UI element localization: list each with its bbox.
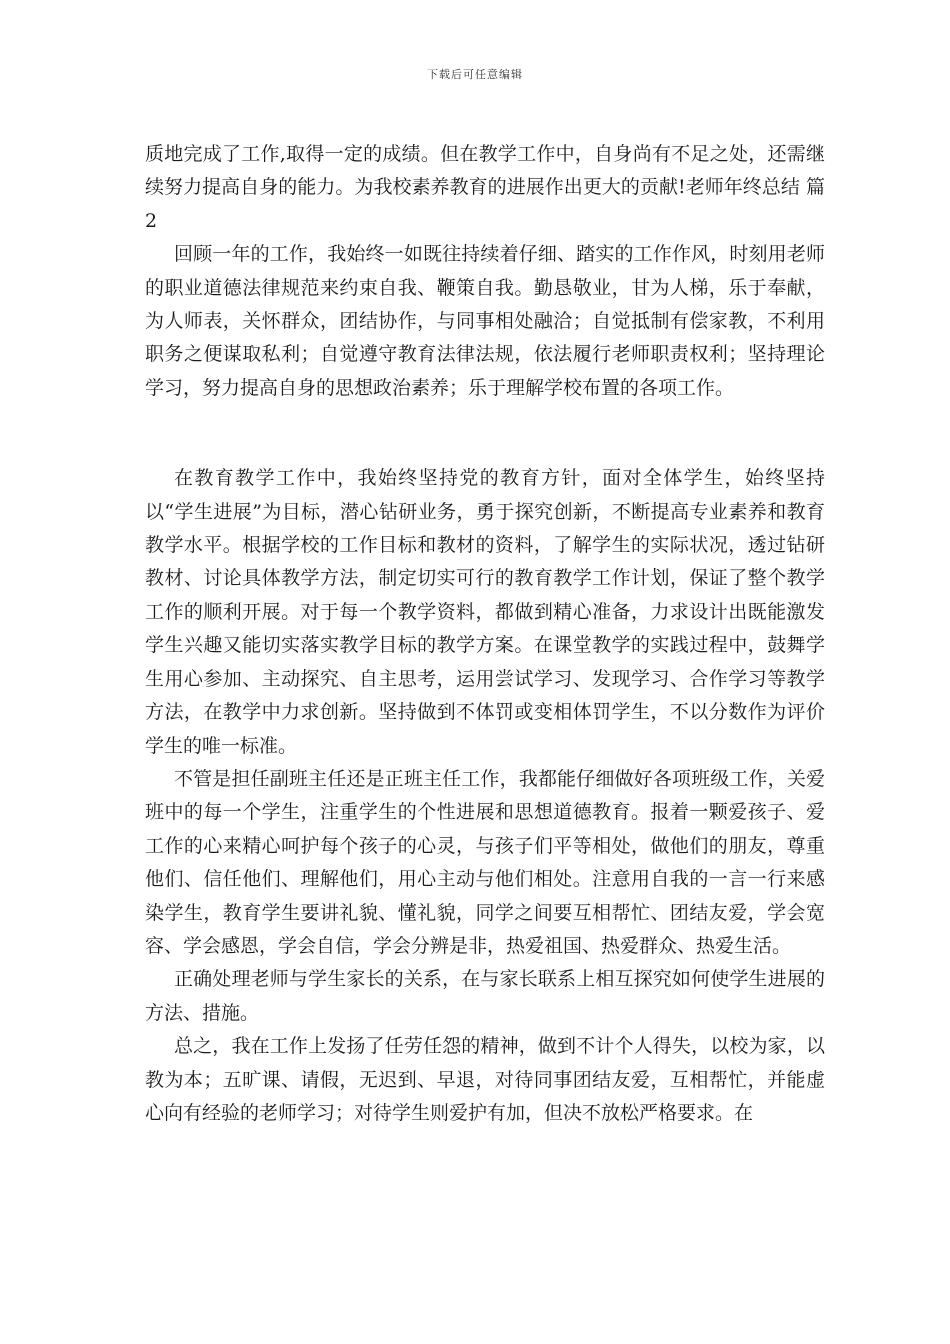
header-note: 下载后可任意编辑 bbox=[427, 68, 523, 81]
paragraph-teaching: 在教育教学工作中，我始终坚持党的教育方针，面对全体学生，始终坚持以“学生进展”为目标，潜心钻研业务，勇于探究创新，不断提高专业素养和教育教学水平。根据学校的工作目标和教材的资料，了解学生的实际状况，透过钻研教材、讨论具体教学方法，制定切实可行的教育教学工作计划，保证了整个教学工作的顺利开展。对于每一个教学资料，都做到精心准备，力求设计出既能激发学生兴趣又能切实落实教学目标的教学方案。在课堂教学的实践过程中，鼓舞学生用心参加、主动探究、自主思考，运用尝试学习、发现学习、合作学习等教学方法，在教学中力求创新。坚持做到不体罚或变相体罚学生，不以分数作为评价学生的唯一标准。 bbox=[145, 467, 825, 757]
paragraph-class-work: 不管是担任副班主任还是正班主任工作，我都能仔细做好各项班级工作，关爱班中的每一个学生，注重学生的个性进展和思想道德教育。报着一颗爱孩子、爱工作的心来精心呵护每个孩子的心灵，与孩子们平等相处，做他们的朋友，尊重他们、信任他们、理解他们，用心主动与他们相处。注意用自我的一言一行来感染学生，教育学生要讲礼貌、懂礼貌，同学之间要互相帮忙、团结友爱，学会宽容、学会感恩，学会自信，学会分辨是非，热爱祖国、热爱群众、热爱生活。 bbox=[145, 767, 825, 957]
paragraph-parents: 正确处理老师与学生家长的关系，在与家长联系上相互探究如何使学生进展的方法、措施。 bbox=[145, 968, 825, 1024]
paragraph-spacer bbox=[145, 405, 825, 462]
paragraph-review: 回顾一年的工作，我始终一如既往持续着仔细、踏实的工作作风，时刻用老师的职业道德法律规范来约束自我、鞭策自我。勤恳敬业，甘为人梯，乐于奉献，为人师表，关怀群众，团结协作，与同事相处融洽；自觉抵制有偿家教，不利用职务之便谋取私利；自觉遵守教育法律法规，依法履行老师职责权利；坚持理论学习，努力提高自身的思想政治素养；乐于理解学校布置的各项工作。 bbox=[145, 243, 825, 399]
document-body bbox=[145, 138, 825, 1130]
paragraph-summary: 总之，我在工作上发扬了任劳任怨的精神，做到不计个人得失，以校为家，以教为本；五旷课、请假，无迟到、早退，对待同事团结友爱，互相帮忙，并能虚心向有经验的老师学习；对待学生则爱护有加，但决不放松严格要求。在 bbox=[145, 1035, 825, 1124]
paragraph-continuation: 质地完成了工作,取得一定的成绩。但在教学工作中，自身尚有不足之处，还需继续努力提高自身的能力。为我校素养教育的进展作出更大的贡献!老师年终总结 篇2 bbox=[145, 143, 825, 232]
